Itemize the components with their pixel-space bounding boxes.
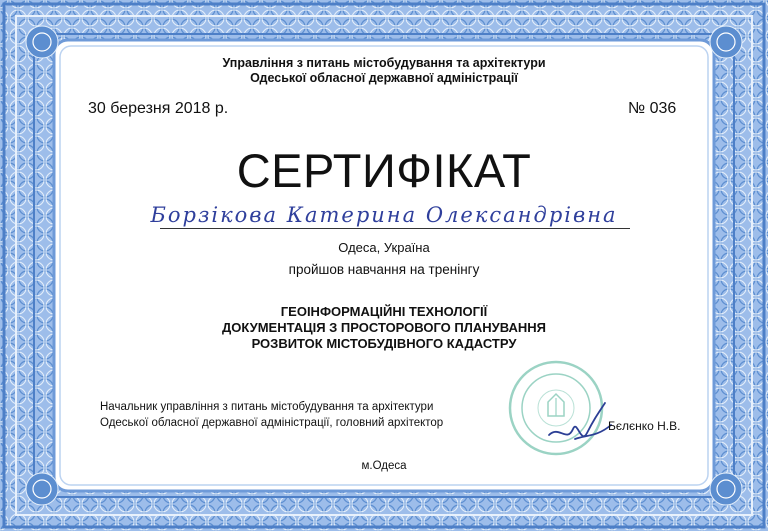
issuer-line-2: Одеської обласної державної адміністрації — [250, 71, 518, 85]
issue-date: 30 березня 2018 р. — [88, 100, 229, 117]
certificate-number: № 036 — [628, 100, 677, 117]
signatory-title-line-2: Одеської обласної державної адміністрації, головний архітектор — [100, 417, 444, 429]
name-underline — [160, 228, 630, 229]
recipient-location: Одеса, Україна — [338, 240, 430, 255]
course-title: РОЗВИТОК МІСТОБУДІВНОГО КАДАСТРУ — [251, 336, 517, 351]
recipient-name: Борзікова Катерина Олександрівна — [150, 203, 618, 227]
course-title: ГЕОІНФОРМАЦІЙНІ ТЕХНОЛОГІЇ — [280, 304, 488, 319]
city: м.Одеса — [361, 460, 407, 472]
training-phrase: пройшов навчання на тренінгу — [288, 262, 480, 277]
issuer-line-1: Управління з питань містобудування та архітектури — [222, 56, 546, 70]
handwritten-signature — [545, 395, 615, 450]
course-title: ДОКУМЕНТАЦІЯ З ПРОСТОРОВОГО ПЛАНУВАННЯ — [222, 320, 546, 335]
signatory-name: Бєлєнко Н.В. — [608, 419, 681, 433]
signatory-title-line-1: Начальник управління з питань містобудування та архітектури — [100, 401, 434, 413]
certificate-title: СЕРТИФІКАТ — [236, 144, 532, 197]
